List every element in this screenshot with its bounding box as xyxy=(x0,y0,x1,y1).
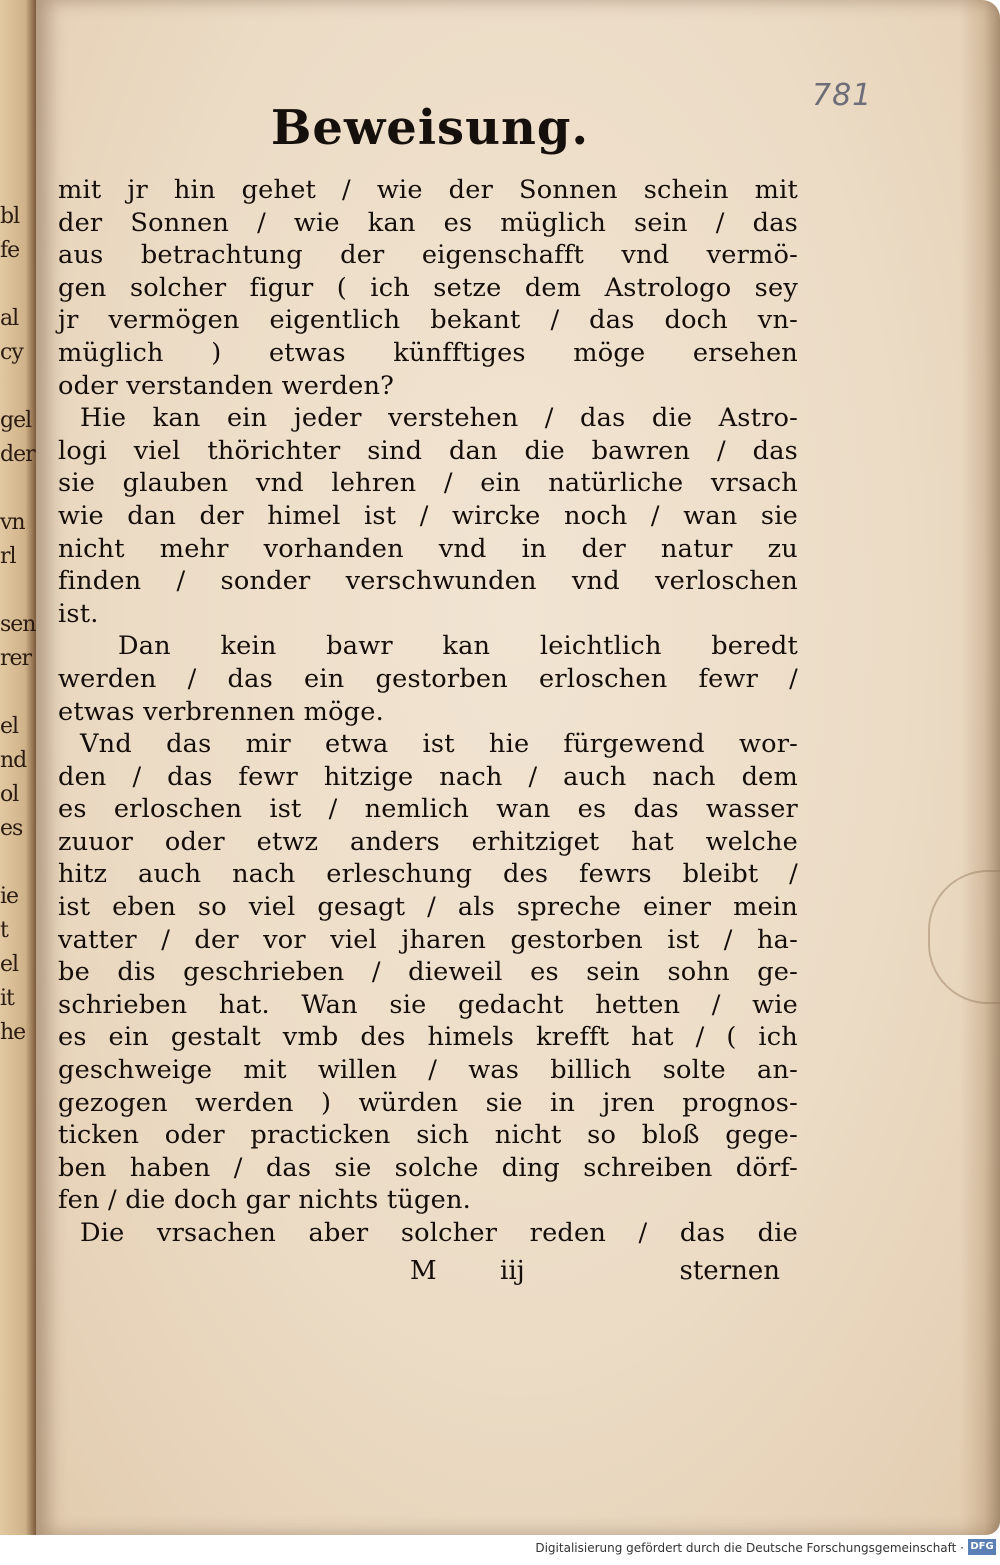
text-line: geschweige mit willen / was billich solte an- xyxy=(58,1055,798,1086)
folio-number: 781 xyxy=(812,78,873,113)
text-line: ticken oder practicken sich nicht so bloß gege- xyxy=(58,1120,798,1151)
facing-page-edge xyxy=(0,0,36,1535)
text-line: finden / sonder verschwunden vnd verloschen xyxy=(58,566,798,597)
page-edge-shading xyxy=(960,0,1000,1535)
text-line: den / das fewr hitzige nach / auch nach dem xyxy=(58,761,798,792)
text-line: ist. xyxy=(58,598,99,629)
text-line: logi viel thörichter sind dan die bawren / das xyxy=(58,435,798,466)
facing-page-text-fragments: bl fe al cy gel der vn rl sen rer el nd ol es ie t el it he xyxy=(0,204,36,1045)
body-text-block xyxy=(58,174,798,1250)
text-line: jr vermögen eigentlich bekant / das doch vn- xyxy=(58,305,798,336)
text-line: oder verstanden werden? xyxy=(58,370,395,401)
clasp-impression xyxy=(928,870,1000,1004)
text-line: wie dan der himel ist / wircke noch / wan sie xyxy=(58,500,798,531)
text-line: es erloschen ist / nemlich wan es das wasser xyxy=(58,794,798,825)
text-line: der Sonnen / wie kan es müglich sein / das xyxy=(58,207,798,238)
text-line: werden / das ein gestorben erloschen fewr / xyxy=(58,663,798,694)
text-line: be dis geschrieben / dieweil es sein sohn ge- xyxy=(58,957,798,988)
text-line: hitz auch nach erleschung des fewrs bleibt / xyxy=(58,859,798,890)
text-line: es ein gestalt vmb des himels krefft hat / ( ich xyxy=(58,1022,798,1053)
running-header: Beweisung. xyxy=(270,100,590,156)
catchword: sternen xyxy=(679,1256,780,1286)
text-line: sie glauben vnd lehren / ein natürliche vrsach xyxy=(58,468,798,499)
text-line: Vnd das mir etwa ist hie fürgewend wor- xyxy=(80,729,798,760)
text-line: Dan kein bawr kan leichtlich beredt xyxy=(118,631,798,662)
signature-mark: M xyxy=(410,1256,437,1286)
text-line: ist eben so viel gesagt / als spreche einer mein xyxy=(58,892,798,923)
text-line: Hie kan ein jeder verstehen / das die Astro- xyxy=(80,403,798,434)
dfg-logo: DFG xyxy=(968,1539,996,1555)
text-line: ben haben / das sie solche ding schreiben dörf- xyxy=(58,1152,798,1183)
text-line: fen / die doch gar nichts tügen. xyxy=(58,1185,471,1216)
digitization-credit: Digitalisierung gefördert durch die Deutsche Forschungsgemeinschaft · xyxy=(535,1541,964,1555)
text-line: etwas verbrennen möge. xyxy=(58,696,384,727)
text-line: nicht mehr vorhanden vnd in der natur zu xyxy=(58,533,798,564)
text-line: zuuor oder etwz anders erhitziget hat welche xyxy=(58,826,798,857)
text-line: müglich ) etwas künfftiges möge ersehen xyxy=(58,337,798,368)
text-line: gen solcher figur ( ich setze dem Astrologo sey xyxy=(58,272,798,303)
leaf-number: iij xyxy=(500,1256,525,1286)
text-line: gezogen werden ) würden sie in jren prognos- xyxy=(58,1087,798,1118)
text-line: vatter / der vor viel jharen gestorben ist / ha- xyxy=(58,924,798,955)
text-line: schrieben hat. Wan sie gedacht hetten / wie xyxy=(58,989,798,1020)
text-line: aus betrachtung der eigenschafft vnd vermö- xyxy=(58,240,798,271)
text-line: Die vrsachen aber solcher reden / das die xyxy=(80,1218,798,1248)
text-line: mit jr hin gehet / wie der Sonnen schein mit xyxy=(58,175,798,205)
